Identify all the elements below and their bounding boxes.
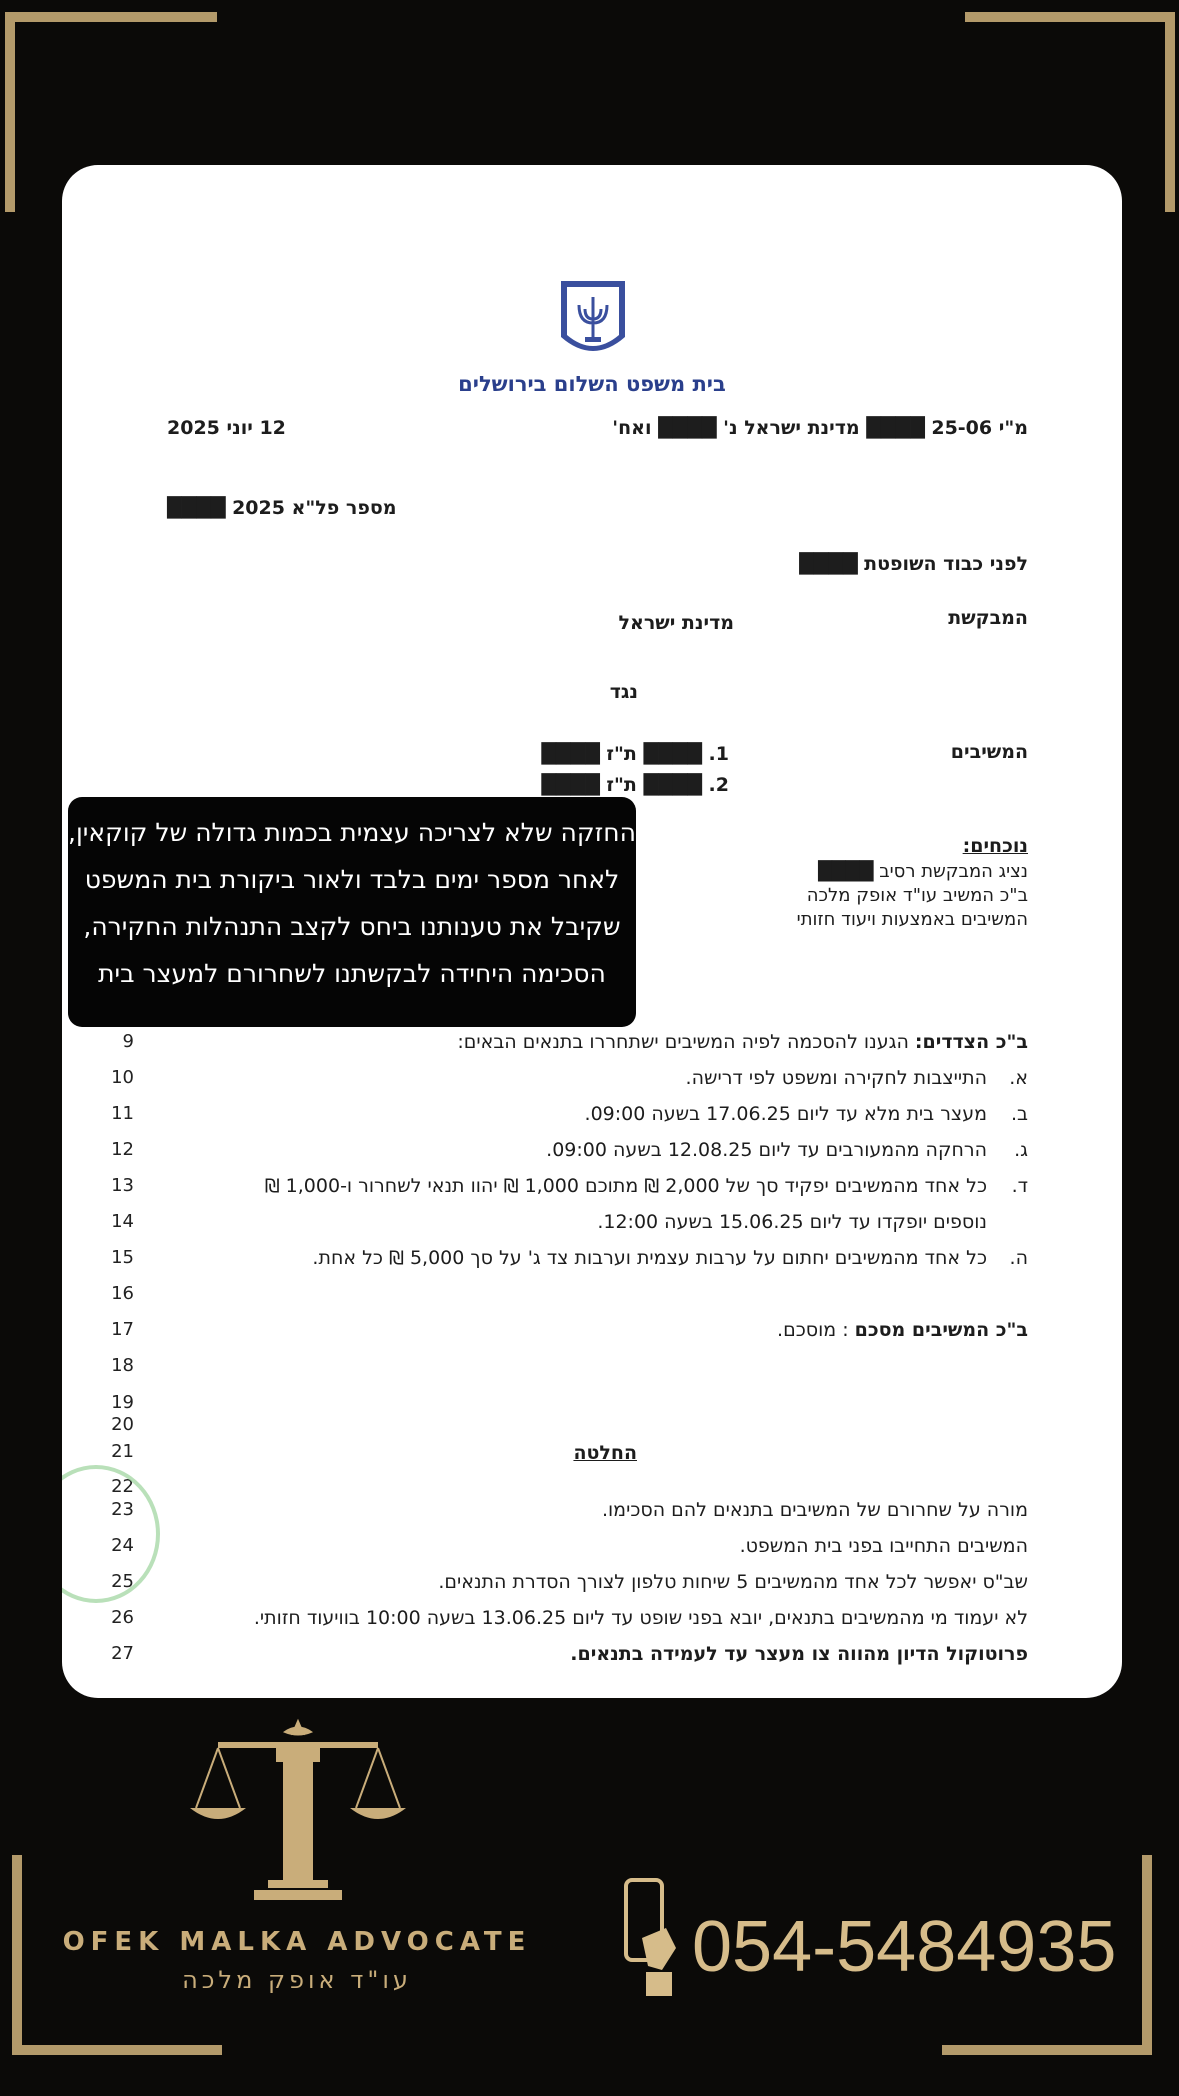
line-number: 25	[111, 1571, 134, 1592]
decision-line: שב"ס יאפשר לכל אחד מהמשיבים 5 שיחות טלפון לצורך הסדרת התנאים.	[438, 1571, 1028, 1593]
line-number: 14	[111, 1211, 134, 1232]
caption-line-4: הסכימה היחידה לבקשתנו לשחרורם למעצר בית	[98, 959, 606, 988]
line-number: 9	[122, 1031, 134, 1052]
item-letter: ג.	[1014, 1139, 1028, 1161]
frame-corner-bl-v	[12, 1855, 22, 2055]
parties-lead: ב"כ הצדדים:	[914, 1031, 1028, 1053]
brand-name-hebrew: עו"ד אופק מלכה	[182, 1966, 412, 1994]
present-line-2: ב"כ המשיב עו"ד אופק מלכה	[806, 885, 1028, 906]
item-letter: ד.	[1011, 1175, 1028, 1197]
frame-corner-br-h	[942, 2045, 1152, 2055]
scales-of-justice-logo-icon	[188, 1718, 408, 1903]
line-number: 24	[111, 1535, 134, 1556]
court-stamp	[62, 1465, 160, 1603]
line-number: 23	[111, 1499, 134, 1520]
frame-corner-bl-h	[12, 2045, 222, 2055]
decision-line: המשיבים התחייבו בפני בית המשפט.	[739, 1535, 1028, 1557]
frame-corner-tl-h	[5, 12, 217, 22]
file-number: מספר פל"א 2025 ████	[167, 497, 397, 519]
line-number: 22	[111, 1476, 134, 1497]
hearing-date: 12 יוני 2025	[167, 417, 286, 439]
line-number: 17	[111, 1319, 134, 1340]
caption-overlay	[68, 797, 636, 1027]
respondents-text: : מוסכם.	[777, 1319, 849, 1341]
condition-item: התייצבות לחקירה ומשפט לפי דרישה.	[685, 1067, 987, 1089]
applicant-value: מדינת ישראל	[618, 612, 734, 634]
respondent-2: 2. ████ ת"ז ████	[541, 774, 729, 796]
judge-line: לפני כבוד השופטת ████	[799, 553, 1028, 575]
line-number: 27	[111, 1643, 134, 1664]
condition-item-continued: נוספים יופקדו עד ליום 15.06.25 בשעה 12:00.	[597, 1211, 987, 1233]
decision-line: מורה על שחרורם של המשיבים בתנאים להם הסכימו.	[601, 1499, 1028, 1521]
parties-agreement	[457, 1031, 1028, 1053]
decision-title: החלטה	[573, 1442, 637, 1464]
line-number: 15	[111, 1247, 134, 1268]
item-letter: ה.	[1009, 1247, 1028, 1269]
line-number: 12	[111, 1139, 134, 1160]
caption-line-2: לאחר מספר ימים בלבד ולאור ביקורת בית המשפט	[84, 865, 620, 894]
frame-corner-tr-h	[965, 12, 1175, 22]
brand-name: OFEK MALKA ADVOCATE	[62, 1927, 532, 1957]
condition-item: כל אחד מהמשיבים יחתום על ערבות עצמית וערבות צד ג' על סך 5,000 ₪ כל אחת.	[312, 1247, 987, 1269]
condition-item: מעצר בית מלא עד ליום 17.06.25 בשעה 09:00.	[584, 1103, 987, 1125]
case-reference: מ"י 25-06 ████ מדינת ישראל נ' ████ ואח'	[612, 417, 1028, 439]
line-number: 11	[111, 1103, 134, 1124]
respondents-response	[777, 1319, 1028, 1341]
state-emblem-icon	[557, 277, 629, 365]
decision-line: לא יעמוד מי מהמשיבים בתנאים, יובא בפני שופט עד ליום 13.06.25 בשעה 10:00 בוויעוד חזותי.	[253, 1607, 1028, 1629]
condition-item: כל אחד מהמשיבים יפקיד סך של 2,000 ₪ מתוכם 1,000 ₪ יהוו תנאי לשחרור ו-1,000 ₪	[264, 1175, 987, 1197]
condition-item: הרחקה מהמעורבים עד ליום 12.08.25 בשעה 09:00.	[546, 1139, 987, 1161]
line-number: 19	[111, 1392, 134, 1413]
frame-corner-br-v	[1142, 1855, 1152, 2055]
line-number: 10	[111, 1067, 134, 1088]
line-number: 20	[111, 1414, 134, 1435]
line-number: 18	[111, 1355, 134, 1376]
present-label: נוכחים:	[962, 835, 1028, 857]
line-number: 26	[111, 1607, 134, 1628]
present-line-3: המשיבים באמצעות ויעוד חזותי	[796, 909, 1028, 930]
phone-number-link[interactable]: 054-5484935	[692, 1907, 1117, 1987]
frame-corner-tl-v	[5, 12, 15, 212]
frame-corner-tr-v	[1165, 12, 1175, 212]
court-name: בית משפט השלום בירושלים	[458, 372, 726, 396]
item-letter: א.	[1009, 1067, 1028, 1089]
present-line-1: נציג המבקשת רסיב ████	[818, 861, 1028, 882]
caption-line-3: שקיבל את טענותנו ביחס לקצב התנהלות החקירה,	[83, 912, 621, 941]
line-number: 13	[111, 1175, 134, 1196]
parties-text: הגענו להסכמה לפיה המשיבים ישתחררו בתנאים הבאים:	[457, 1031, 909, 1053]
caption-line-1: החזקה שלא לצריכה עצמית בכמות גדולה של קוקאין,	[68, 818, 636, 847]
versus-label: נגד	[609, 681, 638, 703]
line-number: 16	[111, 1283, 134, 1304]
respondents-lead: ב"כ המשיבים מסכם	[854, 1319, 1028, 1341]
decision-line: פרוטוקול הדיון מהווה צו מעצר עד לעמידה בתנאים.	[570, 1643, 1028, 1665]
respondent-1: 1. ████ ת"ז ████	[541, 743, 729, 765]
phone-hand-icon	[622, 1878, 682, 1998]
line-number: 21	[111, 1441, 134, 1462]
applicant-label: המבקשת	[948, 607, 1028, 629]
item-letter: ב.	[1010, 1103, 1028, 1125]
respondents-label: המשיבים	[950, 741, 1028, 763]
